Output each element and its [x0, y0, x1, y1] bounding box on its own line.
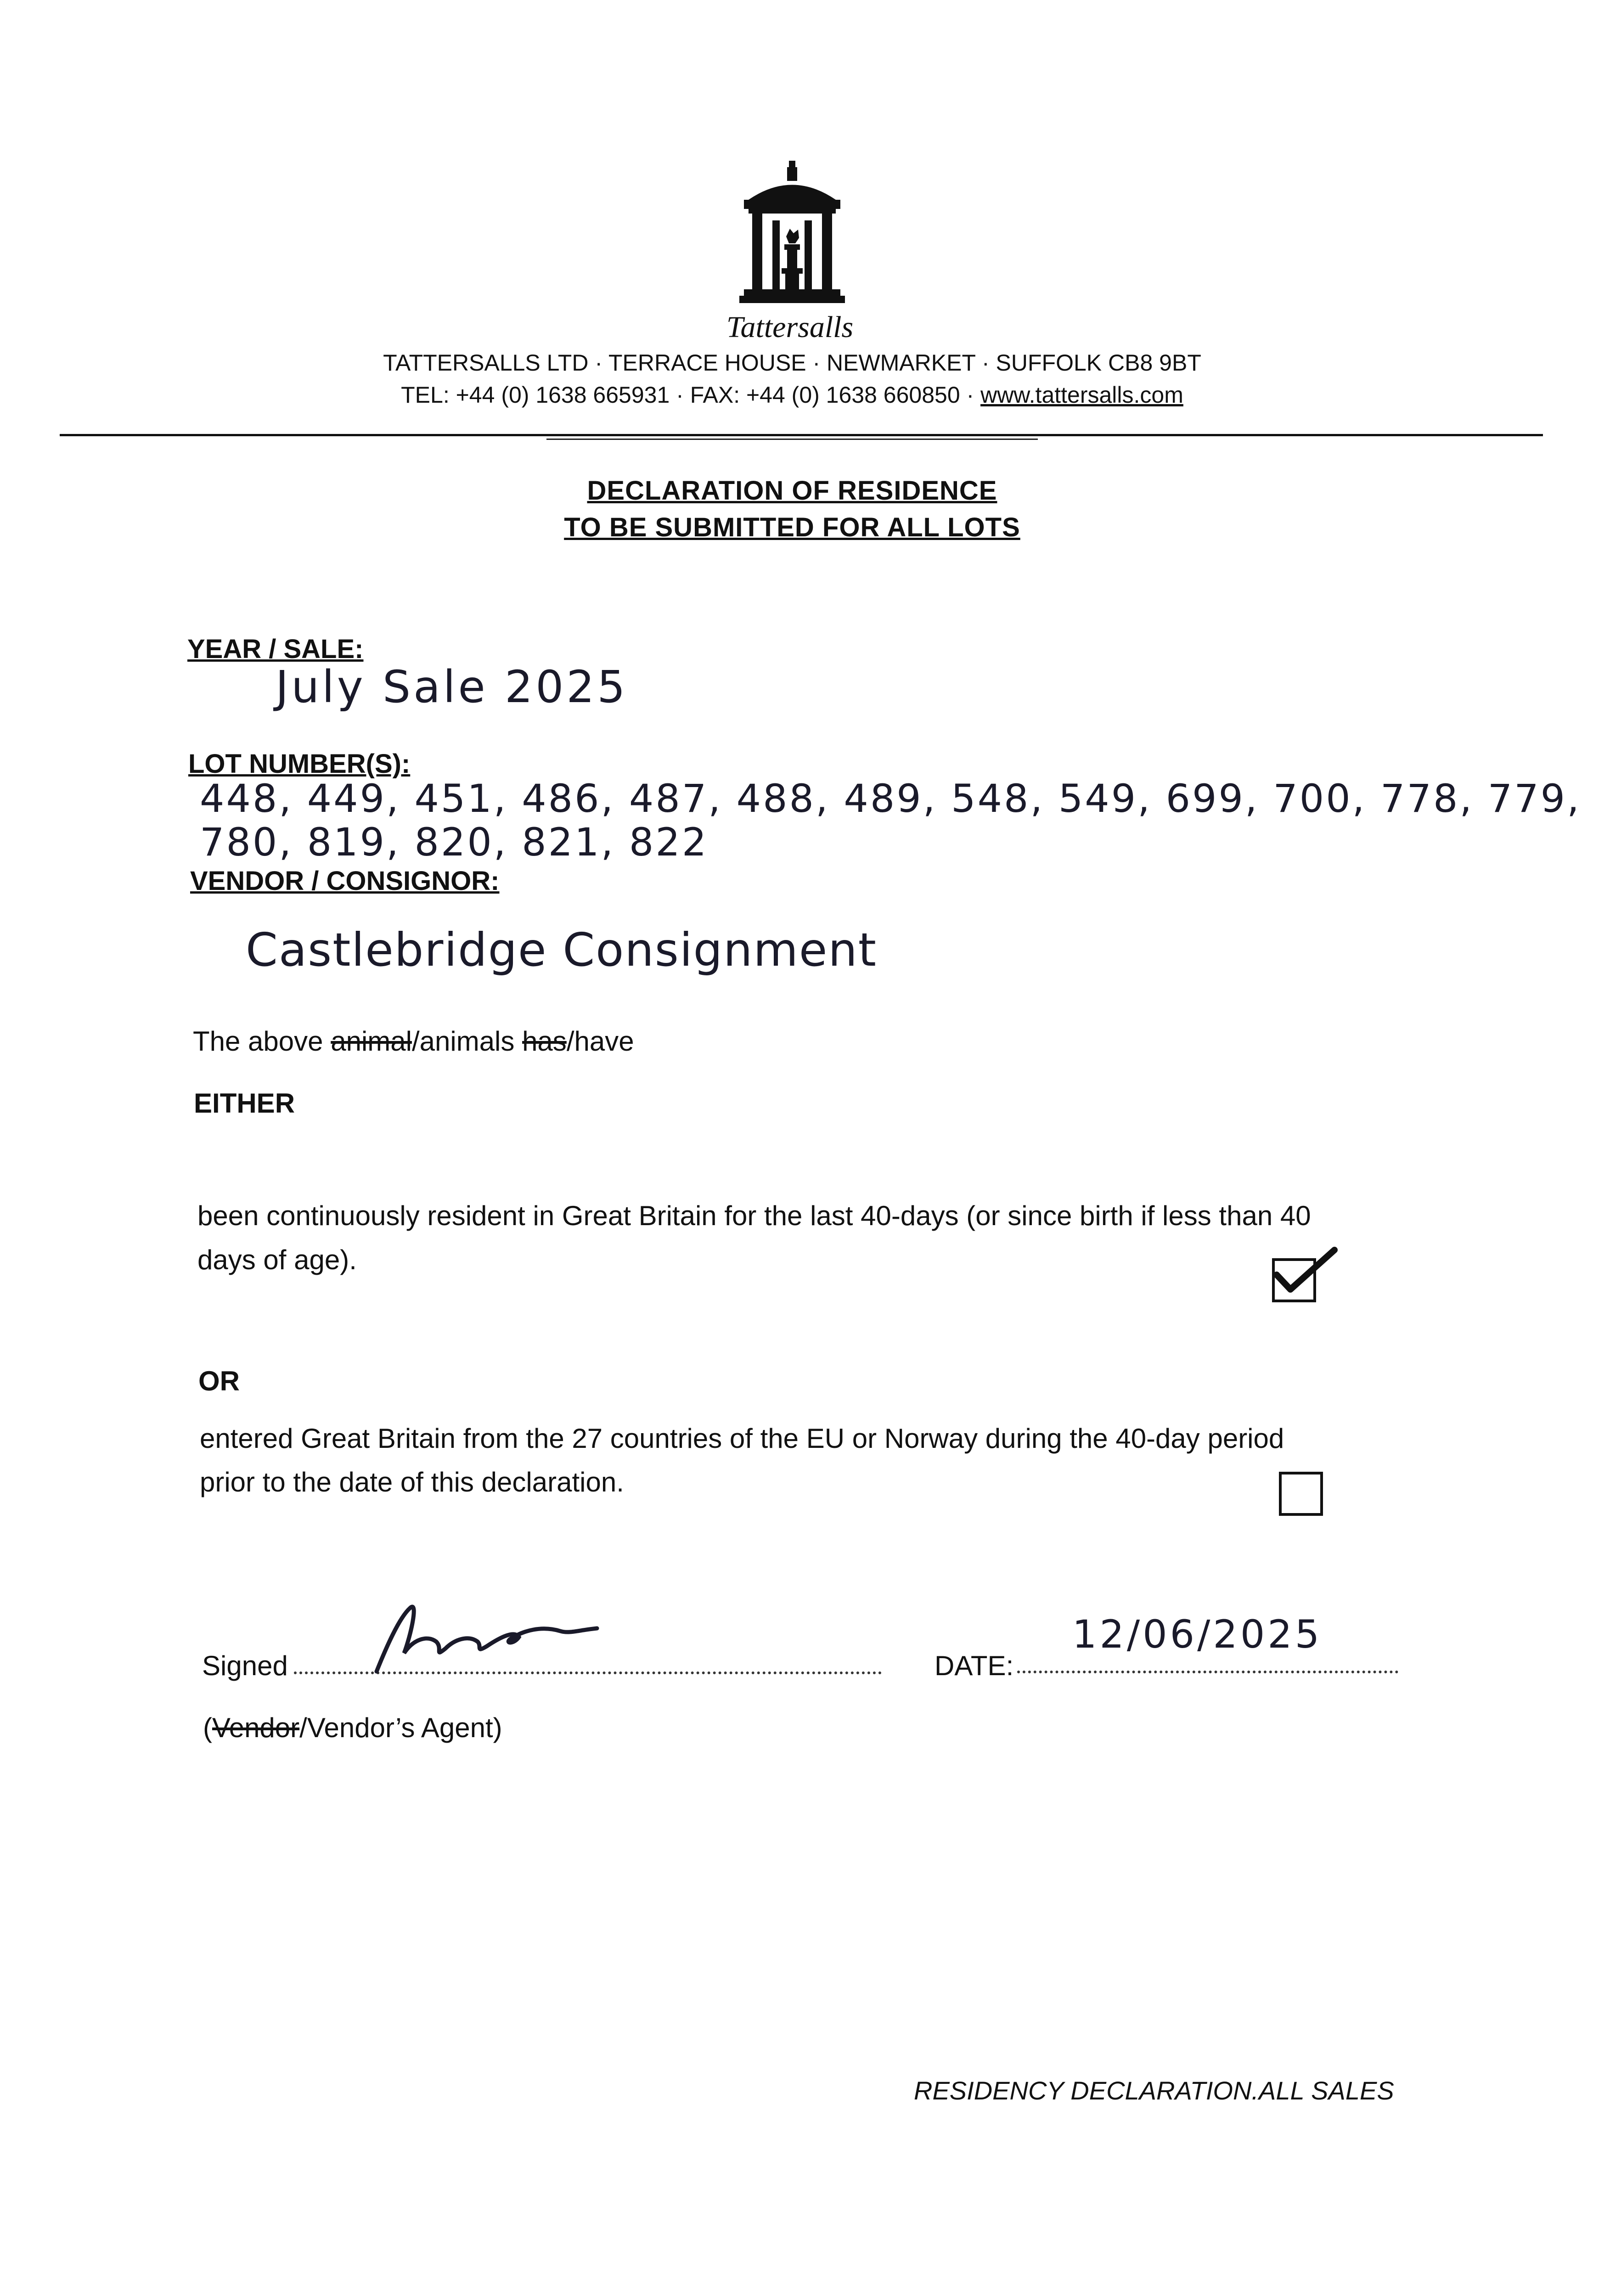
footer-text: RESIDENCY DECLARATION.ALL SALES: [914, 2076, 1394, 2105]
website-link[interactable]: www.tattersalls.com: [980, 382, 1183, 408]
struck-vendor: Vendor: [212, 1712, 300, 1743]
year-sale-value[interactable]: July Sale 2025: [276, 661, 628, 713]
signature-image: [367, 1598, 625, 1685]
option2-checkbox[interactable]: [1279, 1472, 1323, 1516]
or-label: OR: [198, 1366, 240, 1396]
title-line-2: TO BE SUBMITTED FOR ALL LOTS: [564, 512, 1020, 542]
title-line-1: DECLARATION OF RESIDENCE: [587, 476, 997, 506]
option2-line-1: entered Great Britain from the 27 countries of the EU or Norway during the 40-day period: [200, 1423, 1284, 1454]
date-line[interactable]: [1017, 1671, 1398, 1673]
signatory-role: [203, 1706, 502, 1750]
date-value[interactable]: 12/06/2025: [1072, 1612, 1323, 1657]
header-divider: [60, 434, 1543, 436]
role-rest: /Vendor’s Agent): [299, 1712, 502, 1743]
lot-numbers-line-2[interactable]: 780, 819, 820, 821, 822: [200, 820, 709, 865]
struck-has: has: [522, 1026, 567, 1057]
date-label: DATE:: [934, 1650, 1014, 1681]
have-text: /have: [566, 1026, 634, 1057]
tattersalls-logo: [730, 156, 854, 308]
year-sale-label: YEAR / SALE:: [187, 634, 364, 664]
header-divider-secondary: [546, 439, 1038, 440]
contact-line: [92, 379, 1492, 411]
signed-label: Signed: [202, 1650, 288, 1681]
checkmark-icon: [1270, 1247, 1339, 1298]
brand-name: Tattersalls: [726, 310, 854, 344]
lot-numbers-label: LOT NUMBER(S):: [188, 749, 411, 779]
option1-line-1: been continuously resident in Great Britain for the last 40-days (or since birth if less than 40: [197, 1200, 1311, 1231]
animals-text: /animals: [411, 1026, 523, 1057]
struck-animal: animal: [331, 1026, 412, 1057]
statement-prefix: The above: [193, 1026, 331, 1057]
contact-numbers: TEL: +44 (0) 1638 665931 · FAX: +44 (0) 1638 660850 ·: [401, 382, 981, 408]
option1-checkbox[interactable]: [1272, 1258, 1316, 1302]
option1-line-2: days of age).: [197, 1244, 357, 1275]
either-label: EITHER: [194, 1088, 295, 1119]
lot-numbers-line-1[interactable]: 448, 449, 451, 486, 487, 488, 489, 548, 549, 699, 700, 778, 779,: [200, 776, 1581, 821]
statement-intro: [193, 1019, 634, 1064]
vendor-value[interactable]: Castlebridge Consignment: [246, 923, 878, 977]
vendor-label: VENDOR / CONSIGNOR:: [190, 866, 500, 896]
role-open: (: [203, 1712, 212, 1743]
address-line: TATTERSALLS LTD · TERRACE HOUSE · NEWMARKET · SUFFOLK CB8 9BT: [383, 350, 1201, 376]
option2-line-2: prior to the date of this declaration.: [200, 1467, 624, 1497]
